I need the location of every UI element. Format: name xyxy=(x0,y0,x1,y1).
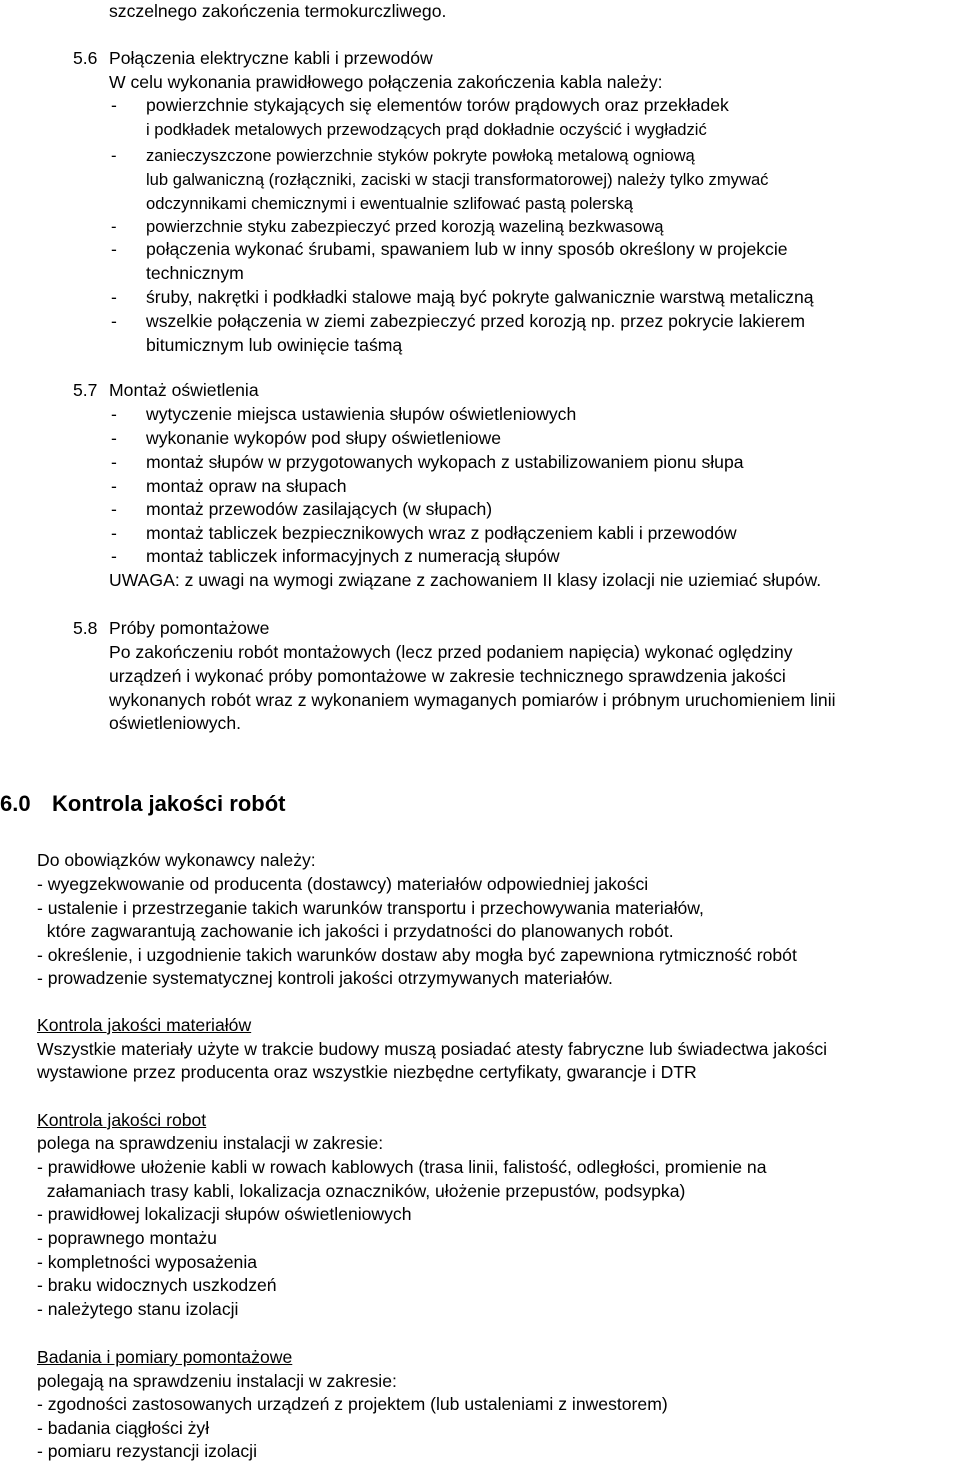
list-dash: - xyxy=(111,239,117,259)
list-dash: - xyxy=(111,146,117,165)
materials-line: Wszystkie materiały użyte w trakcie budowy muszą posiadać atesty fabryczne lub świadectwa jakości xyxy=(37,1039,828,1059)
works-line: polega na sprawdzeniu instalacji w zakresie: xyxy=(37,1133,384,1153)
chapter-6-title: Kontrola jakości robót xyxy=(52,791,286,816)
list-item: montaż tabliczek bezpiecznikowych wraz z podłączeniem kabli i przewodów xyxy=(146,523,737,543)
list-item-line: lub galwaniczną (rozłączniki, zaciski w stacji transformatorowej) należy tylko zmywać xyxy=(146,170,769,189)
works-line: - należytego stanu izolacji xyxy=(37,1299,239,1319)
works-line: - braku widocznych uszkodzeń xyxy=(37,1275,277,1295)
list-dash: - xyxy=(111,476,117,496)
tests-line: - badania ciągłości żył xyxy=(37,1418,210,1438)
list-item: montaż opraw na słupach xyxy=(146,476,347,496)
duties-line: - prowadzenie systematycznej kontroli jakości otrzymywanych materiałów. xyxy=(37,968,613,988)
list-item-line: bitumicznym lub owinięcie taśmą xyxy=(146,335,403,355)
list-item-line: połączenia wykonać śrubami, spawaniem lub w inny sposób określony w projekcie xyxy=(146,239,788,259)
section-5-6-intro: W celu wykonania prawidłowego połączenia zakończenia kabla należy: xyxy=(109,72,663,92)
works-line: - prawidłowe ułożenie kabli w rowach kablowych (trasa linii, falistość, odległości, promienie na xyxy=(37,1157,767,1177)
list-item-line: powierzchnie styku zabezpieczyć przed korozją wazeliną bezkwasową xyxy=(146,217,664,236)
duties-line: - określenie, i uzgodnienie takich warunków dostaw aby mogła być zapewniona rytmiczność robót xyxy=(37,945,797,965)
list-item-line: powierzchnie stykających się elementów torów prądowych oraz przekładek xyxy=(146,95,729,115)
list-dash: - xyxy=(111,499,117,519)
works-line: - prawidłowej lokalizacji słupów oświetleniowych xyxy=(37,1204,412,1224)
tests-line: polegają na sprawdzeniu instalacji w zakresie: xyxy=(37,1371,397,1391)
list-dash: - xyxy=(111,95,117,115)
list-item-line: i podkładek metalowych przewodzących prąd dokładnie oczyścić i wygładzić xyxy=(146,120,707,139)
list-dash: - xyxy=(111,452,117,472)
duties-line: - wyegzekwowanie od producenta (dostawcy) materiałów odpowiedniej jakości xyxy=(37,874,649,894)
section-5-8-title: Próby pomontażowe xyxy=(109,618,270,638)
list-dash: - xyxy=(111,217,117,236)
duties-line: - ustalenie i przestrzeganie takich warunków transportu i przechowywania materiałów, xyxy=(37,898,704,918)
duties-intro: Do obowiązków wykonawcy należy: xyxy=(37,850,316,870)
list-item: montaż przewodów zasilających (w słupach) xyxy=(146,499,493,519)
works-line: - kompletności wyposażenia xyxy=(37,1252,258,1272)
warning-note: UWAGA: z uwagi na wymogi związane z zachowaniem II klasy izolacji nie uziemiać słupów. xyxy=(109,570,822,590)
tests-heading: Badania i pomiary pomontażowe xyxy=(37,1347,293,1367)
list-item: wytyczenie miejsca ustawienia słupów oświetleniowych xyxy=(146,404,577,424)
list-item: montaż słupów w przygotowanych wykopach z ustabilizowaniem pionu słupa xyxy=(146,452,744,472)
list-item-line: śruby, nakrętki i podkładki stalowe mają być pokryte galwanicznie warstwą metaliczną xyxy=(146,287,814,307)
materials-line: wystawione przez producenta oraz wszystkie niezbędne certyfikaty, gwarancje i DTR xyxy=(37,1062,697,1082)
paragraph-line: urządzeń i wykonać próby pomontażowe w zakresie technicznego sprawdzenia jakości xyxy=(109,666,786,686)
paragraph-line: oświetleniowych. xyxy=(109,713,242,733)
works-line: załamaniach trasy kabli, lokalizacja oznaczników, ułożenie przepustów, podsypka) xyxy=(37,1181,686,1201)
list-dash: - xyxy=(111,311,117,331)
list-dash: - xyxy=(111,523,117,543)
duties-line: które zagwarantują zachowanie ich jakości i przydatności do planowanych robót. xyxy=(37,921,674,941)
list-item: montaż tabliczek informacyjnych z numeracją słupów xyxy=(146,546,560,566)
section-5-6-number: 5.6 xyxy=(73,48,98,68)
section-5-8-number: 5.8 xyxy=(73,618,98,638)
section-5-7-title: Montaż oświetlenia xyxy=(109,380,259,400)
tests-line: - pomiaru rezystancji izolacji xyxy=(37,1441,257,1461)
list-dash: - xyxy=(111,404,117,424)
section-5-7-number: 5.7 xyxy=(73,380,98,400)
materials-heading: Kontrola jakości materiałów xyxy=(37,1015,252,1035)
paragraph-line: Po zakończeniu robót montażowych (lecz przed podaniem napięcia) wykonać oględziny xyxy=(109,642,793,662)
list-item-line: technicznym xyxy=(146,263,244,283)
list-dash: - xyxy=(111,428,117,448)
paragraph-line: wykonanych robót wraz z wykonaniem wymaganych pomiarów i próbnym uruchomieniem linii xyxy=(109,690,836,710)
works-line: - poprawnego montażu xyxy=(37,1228,217,1248)
works-heading: Kontrola jakości robot xyxy=(37,1110,207,1130)
list-item: wykonanie wykopów pod słupy oświetleniowe xyxy=(146,428,502,448)
chapter-6-number: 6.0 xyxy=(0,791,31,816)
list-dash: - xyxy=(111,287,117,307)
list-dash: - xyxy=(111,546,117,566)
section-5-6-title: Połączenia elektryczne kabli i przewodów xyxy=(109,48,433,68)
continuation-text: szczelnego zakończenia termokurczliwego. xyxy=(109,1,447,21)
list-item-line: wszelkie połączenia w ziemi zabezpieczyć przed korozją np. przez pokrycie lakierem xyxy=(146,311,806,331)
list-item-line: zanieczyszczone powierzchnie styków pokryte powłoką metalową ogniową xyxy=(146,146,695,165)
list-item-line: odczynnikami chemicznymi i ewentualnie szlifować pastą polerską xyxy=(146,194,633,213)
tests-line: - zgodności zastosowanych urządzeń z projektem (lub ustaleniami z inwestorem) xyxy=(37,1394,668,1414)
